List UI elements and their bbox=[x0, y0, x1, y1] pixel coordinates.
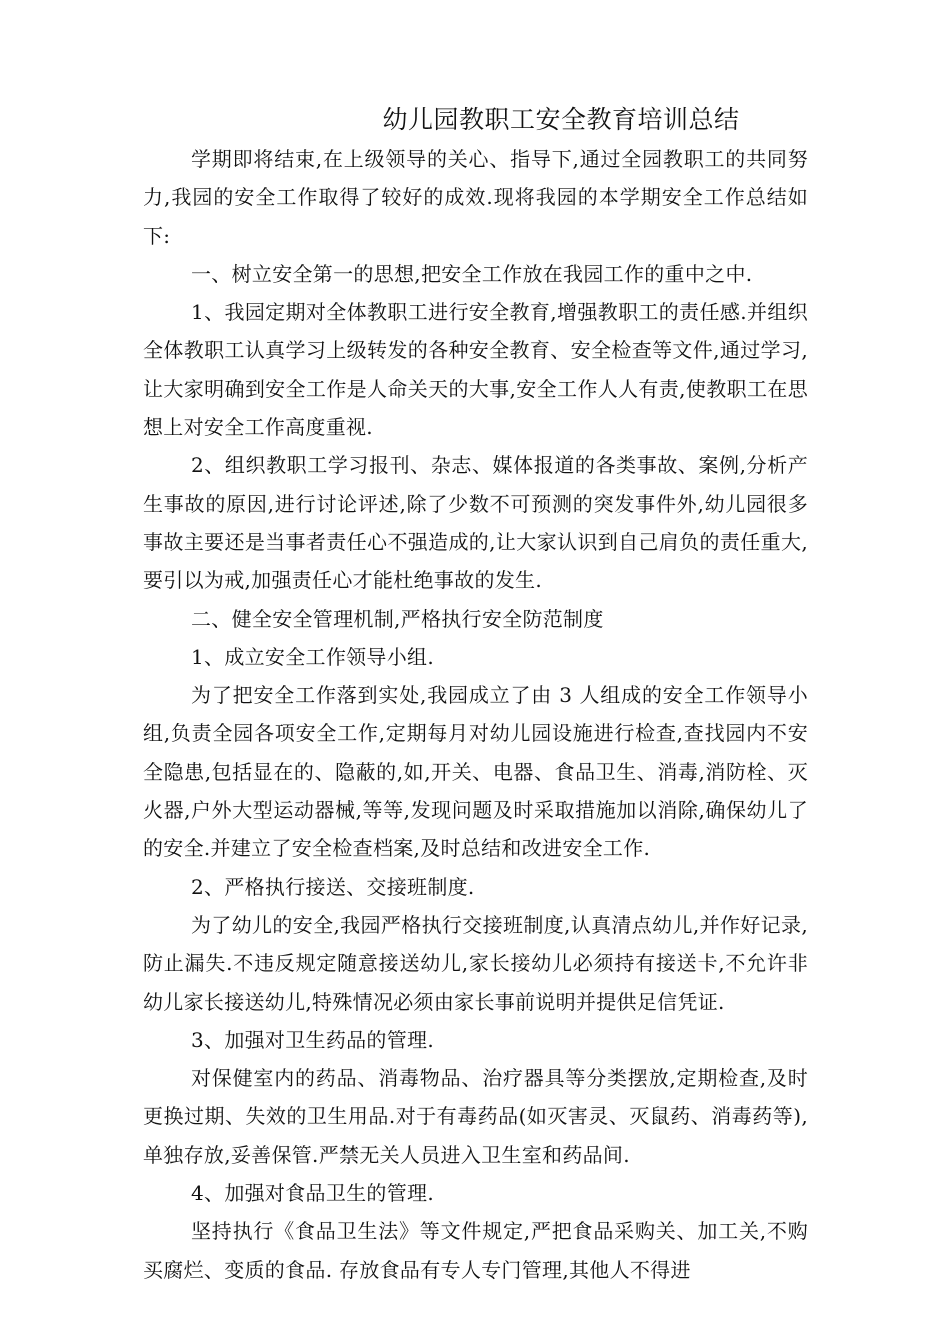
document-body bbox=[143, 140, 808, 1289]
paragraph-intro: 学期即将结束,在上级领导的关心、指导下,通过全园教职工的共同努力,我园的安全工作取得了较好的成效.现将我园的本学期安全工作总结如下: bbox=[143, 147, 808, 248]
page-title: 幼儿园教职工安全教育培训总结 bbox=[382, 105, 740, 134]
section-heading-1: 一、树立安全第一的思想,把安全工作放在我园工作的重中之中. bbox=[191, 261, 753, 286]
paragraph-2-1: 为了把安全工作落到实处,我园成立了由 3 人组成的安全工作领导小组,负责全园各项安全工作,定期每月对幼儿园设施进行检查,查找园内不安全隐患,包括显在的、隐蔽的,如,开关、电器、食品卫生、消毒,消防栓、灭火器,户外大型运动器械,等等,发现问题及时采取措施加以消除,确保幼儿了的安全.并建立了安全检查档案,及时总结和改进安全工作. bbox=[143, 683, 808, 861]
subheading-2-1: 1、成立安全工作领导小组. bbox=[191, 644, 434, 669]
section-heading-2: 二、健全安全管理机制,严格执行安全防范制度 bbox=[191, 606, 604, 631]
paragraph-2-3: 对保健室内的药品、消毒物品、治疗器具等分类摆放,定期检查,及时更换过期、失效的卫生用品.对于有毒药品(如灭害灵、灭鼠药、消毒药等),单独存放,妥善保管.严禁无关人员进入卫生室和药品间. bbox=[143, 1066, 808, 1167]
subheading-2-2: 2、严格执行接送、交接班制度. bbox=[191, 874, 475, 899]
subheading-2-3: 3、加强对卫生药品的管理. bbox=[191, 1027, 434, 1052]
paragraph-1-1: 1、我园定期对全体教职工进行安全教育,增强教职工的责任感.并组织全体教职工认真学习上级转发的各种安全教育、安全检查等文件,通过学习,让大家明确到安全工作是人命关天的大事,安全工作人人有责,使教职工在思想上对安全工作高度重视. bbox=[143, 300, 808, 440]
paragraph-2-4: 坚持执行《食品卫生法》等文件规定,严把食品采购关、加工关,不购买腐烂、变质的食品. 存放食品有专人专门管理,其他人不得进 bbox=[143, 1219, 808, 1282]
paragraph-1-2: 2、组织教职工学习报刊、杂志、媒体报道的各类事故、案例,分析产生事故的原因,进行讨论评述,除了少数不可预测的突发事件外,幼儿园很多事故主要还是当事者责任心不强造成的,让大家认识到自己肩负的责任重大,要引以为戒,加强责任心才能杜绝事故的发生. bbox=[143, 453, 808, 593]
paragraph-2-2: 为了幼儿的安全,我园严格执行交接班制度,认真清点幼儿,并作好记录,防止漏失.不违反规定随意接送幼儿,家长接幼儿必须持有接送卡,不允许非幼儿家长接送幼儿,特殊情况必须由家长事前说明并提供足信凭证. bbox=[143, 912, 808, 1014]
subheading-2-4: 4、加强对食品卫生的管理. bbox=[191, 1181, 434, 1206]
